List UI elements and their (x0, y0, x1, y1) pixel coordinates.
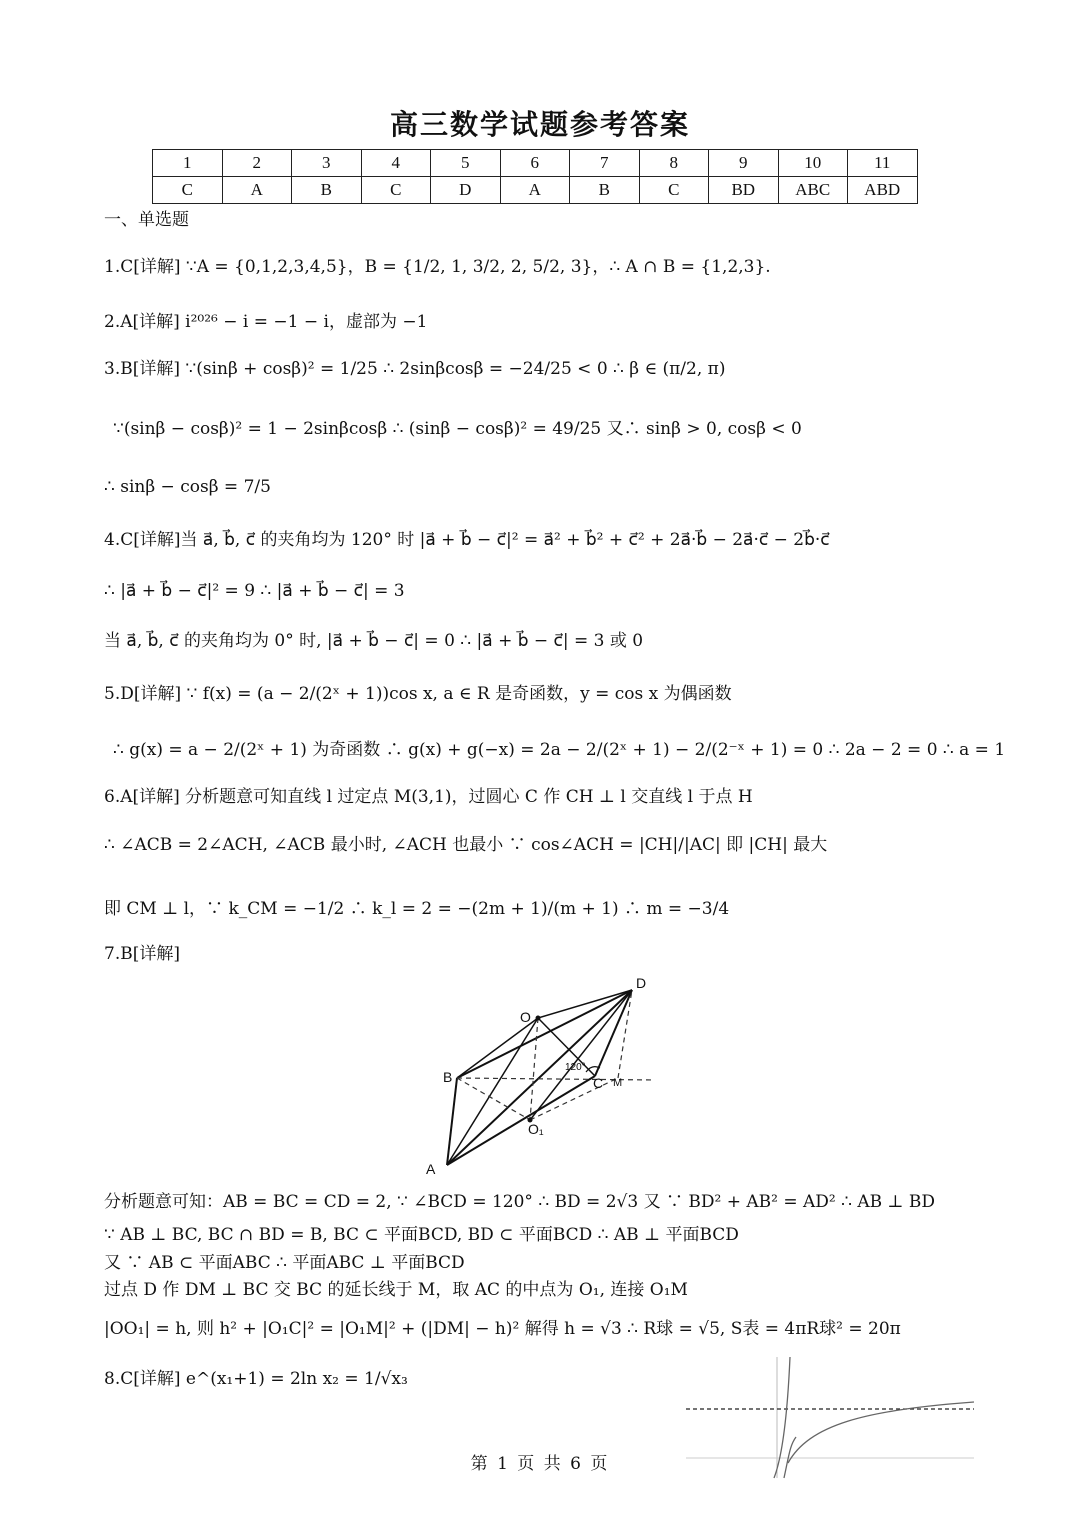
solution-q7-line2: ∵ AB ⊥ BC, BC ∩ BD = B, BC ⊂ 平面BCD, BD ⊂ 平面BCD ∴ AB ⊥ 平面BCD (104, 1225, 739, 1245)
edge-o1d (530, 990, 632, 1120)
label-b: B (443, 1069, 453, 1085)
question-number-cell: 3 (292, 150, 362, 177)
solution-q7-line1: 分析题意可知：AB = BC = CD = 2, ∵ ∠BCD = 120° ∴ BD = 2√3 又 ∵ BD² + AB² = AD² ∴ AB ⊥ BD (104, 1192, 936, 1212)
answer-cell: B (292, 177, 362, 204)
question-number-cell: 5 (431, 150, 501, 177)
question-number-cell: 9 (709, 150, 779, 177)
tetrahedron-figure (410, 968, 680, 1180)
page-footer: 第 1 页 共 6 页 (470, 1454, 610, 1474)
answer-cell: A (500, 177, 570, 204)
question-number-cell: 10 (778, 150, 848, 177)
answer-cell: C (153, 177, 223, 204)
edge-bd (457, 990, 632, 1078)
answer-cell: ABD (848, 177, 918, 204)
solution-q7-line3: 又 ∵ AB ⊂ 平面ABC ∴ 平面ABC ⊥ 平面BCD (104, 1253, 465, 1273)
label-d: D (636, 975, 647, 991)
solution-q5-line2: ∴ g(x) = a − 2/(2ˣ + 1) 为奇函数 ∴ g(x) + g(−x) = 2a − 2/(2ˣ + 1) − 2/(2⁻ˣ + 1) = 0 ∴ 2a − 2 = 0 ∴ a = 1 (113, 740, 1006, 760)
answer-cell: A (222, 177, 292, 204)
edge-ac (447, 1076, 595, 1165)
answer-cell: C (361, 177, 431, 204)
label-a: A (426, 1161, 436, 1177)
question-number-cell: 6 (500, 150, 570, 177)
solution-q5-line1: 5.D[详解] ∵ f(x) = (a − 2/(2ˣ + 1))cos x, a ∈ R 是奇函数，y = cos x 为偶函数 (104, 684, 732, 704)
solution-q8: 8.C[详解] e^(x₁+1) = 2ln x₂ = 1/√x₃ (104, 1369, 408, 1389)
solution-q6-line3: 即 CM ⊥ l，∵ k_CM = −1/2 ∴ k_l = 2 = −(2m + 1)/(m + 1) ∴ m = −3/4 (104, 899, 730, 919)
question-number-cell: 1 (153, 150, 223, 177)
solution-q6-line1: 6.A[详解] 分析题意可知直线 l 过定点 M(3,1)，过圆心 C 作 CH ⊥ l 交直线 l 于点 H (104, 787, 753, 807)
answer-cell: ABC (778, 177, 848, 204)
solution-q7-line4: 过点 D 作 DM ⊥ BC 交 BC 的延长线于 M，取 AC 的中点为 O₁, 连接 O₁M (104, 1280, 688, 1300)
label-o1: O₁ (528, 1121, 544, 1137)
question-number-cell: 8 (639, 150, 709, 177)
question-number-cell: 2 (222, 150, 292, 177)
page-title: 高三数学试题参考答案 (389, 108, 690, 141)
line-dm-dashed (618, 990, 632, 1078)
solution-q6-line2: ∴ ∠ACB = 2∠ACH, ∠ACB 最小时, ∠ACH 也最小 ∵ cos∠ACH = |CH|/|AC| 即 |CH| 最大 (104, 835, 828, 855)
label-m: M (613, 1077, 623, 1089)
solution-q4-line3: 当 a⃗, b⃗, c⃗ 的夹角均为 0° 时, |a⃗ + b⃗ − c⃗| = 0 ∴ |a⃗ + b⃗ − c⃗| = 3 或 0 (104, 631, 644, 651)
answer-cell: C (639, 177, 709, 204)
edge-cd (595, 990, 632, 1076)
answer-cell: D (431, 177, 501, 204)
question-number-cell: 11 (848, 150, 918, 177)
solution-q3-line2: ∵(sinβ − cosβ)² = 1 − 2sinβcosβ ∴ (sinβ − cosβ)² = 49/25 又∴ sinβ > 0, cosβ < 0 (113, 419, 802, 439)
solution-q3-line1: 3.B[详解] ∵(sinβ + cosβ)² = 1/25 ∴ 2sinβcosβ = −24/25 < 0 ∴ β ∈ (π/2, π) (104, 359, 726, 379)
point-o (536, 1016, 541, 1021)
solution-q3-line3: ∴ sinβ − cosβ = 7/5 (104, 477, 271, 497)
solution-q2: 2.A[详解] i²⁰²⁶ − i = −1 − i，虚部为 −1 (104, 312, 428, 332)
answer-cell: BD (709, 177, 779, 204)
line-bm-dashed (457, 1078, 655, 1080)
line-o1m-dashed (530, 1078, 618, 1120)
label-c: C (593, 1075, 604, 1091)
line-oo1-dashed (530, 1018, 538, 1120)
label-angle: 120° (565, 1062, 586, 1073)
line-bo1-dashed (457, 1078, 530, 1120)
section-heading: 一、单选题 (104, 210, 189, 230)
solution-q4-line1: 4.C[详解]当 a⃗, b⃗, c⃗ 的夹角均为 120° 时 |a⃗ + b⃗ − c⃗|² = a⃗² + b⃗² + c⃗² + 2a⃗·b⃗ − 2a⃗·c⃗ − 2b⃗·c⃗ (104, 530, 830, 550)
question-number-cell: 7 (570, 150, 640, 177)
solution-q1: 1.C[详解] ∵A = {0,1,2,3,4,5}，B = {1/2, 1, 3/2, 2, 5/2, 3}，∴ A ∩ B = {1,2,3}. (104, 257, 771, 277)
edge-bo (457, 1018, 538, 1078)
question-number-cell: 4 (361, 150, 431, 177)
answer-table (152, 149, 918, 204)
answer-table-number-row (153, 150, 918, 177)
solution-q4-line2: ∴ |a⃗ + b⃗ − c⃗|² = 9 ∴ |a⃗ + b⃗ − c⃗| = 3 (104, 581, 405, 601)
solution-q7-line5: |OO₁| = h, 则 h² + |O₁C|² = |O₁M|² + (|DM| − h)² 解得 h = √3 ∴ R球 = √5, S表 = 4πR球² = 20π (104, 1319, 901, 1339)
answer-cell: B (570, 177, 640, 204)
answer-table-answer-row (153, 177, 918, 204)
label-o: O (520, 1009, 531, 1025)
solution-q7-heading: 7.B[详解] (104, 944, 180, 964)
